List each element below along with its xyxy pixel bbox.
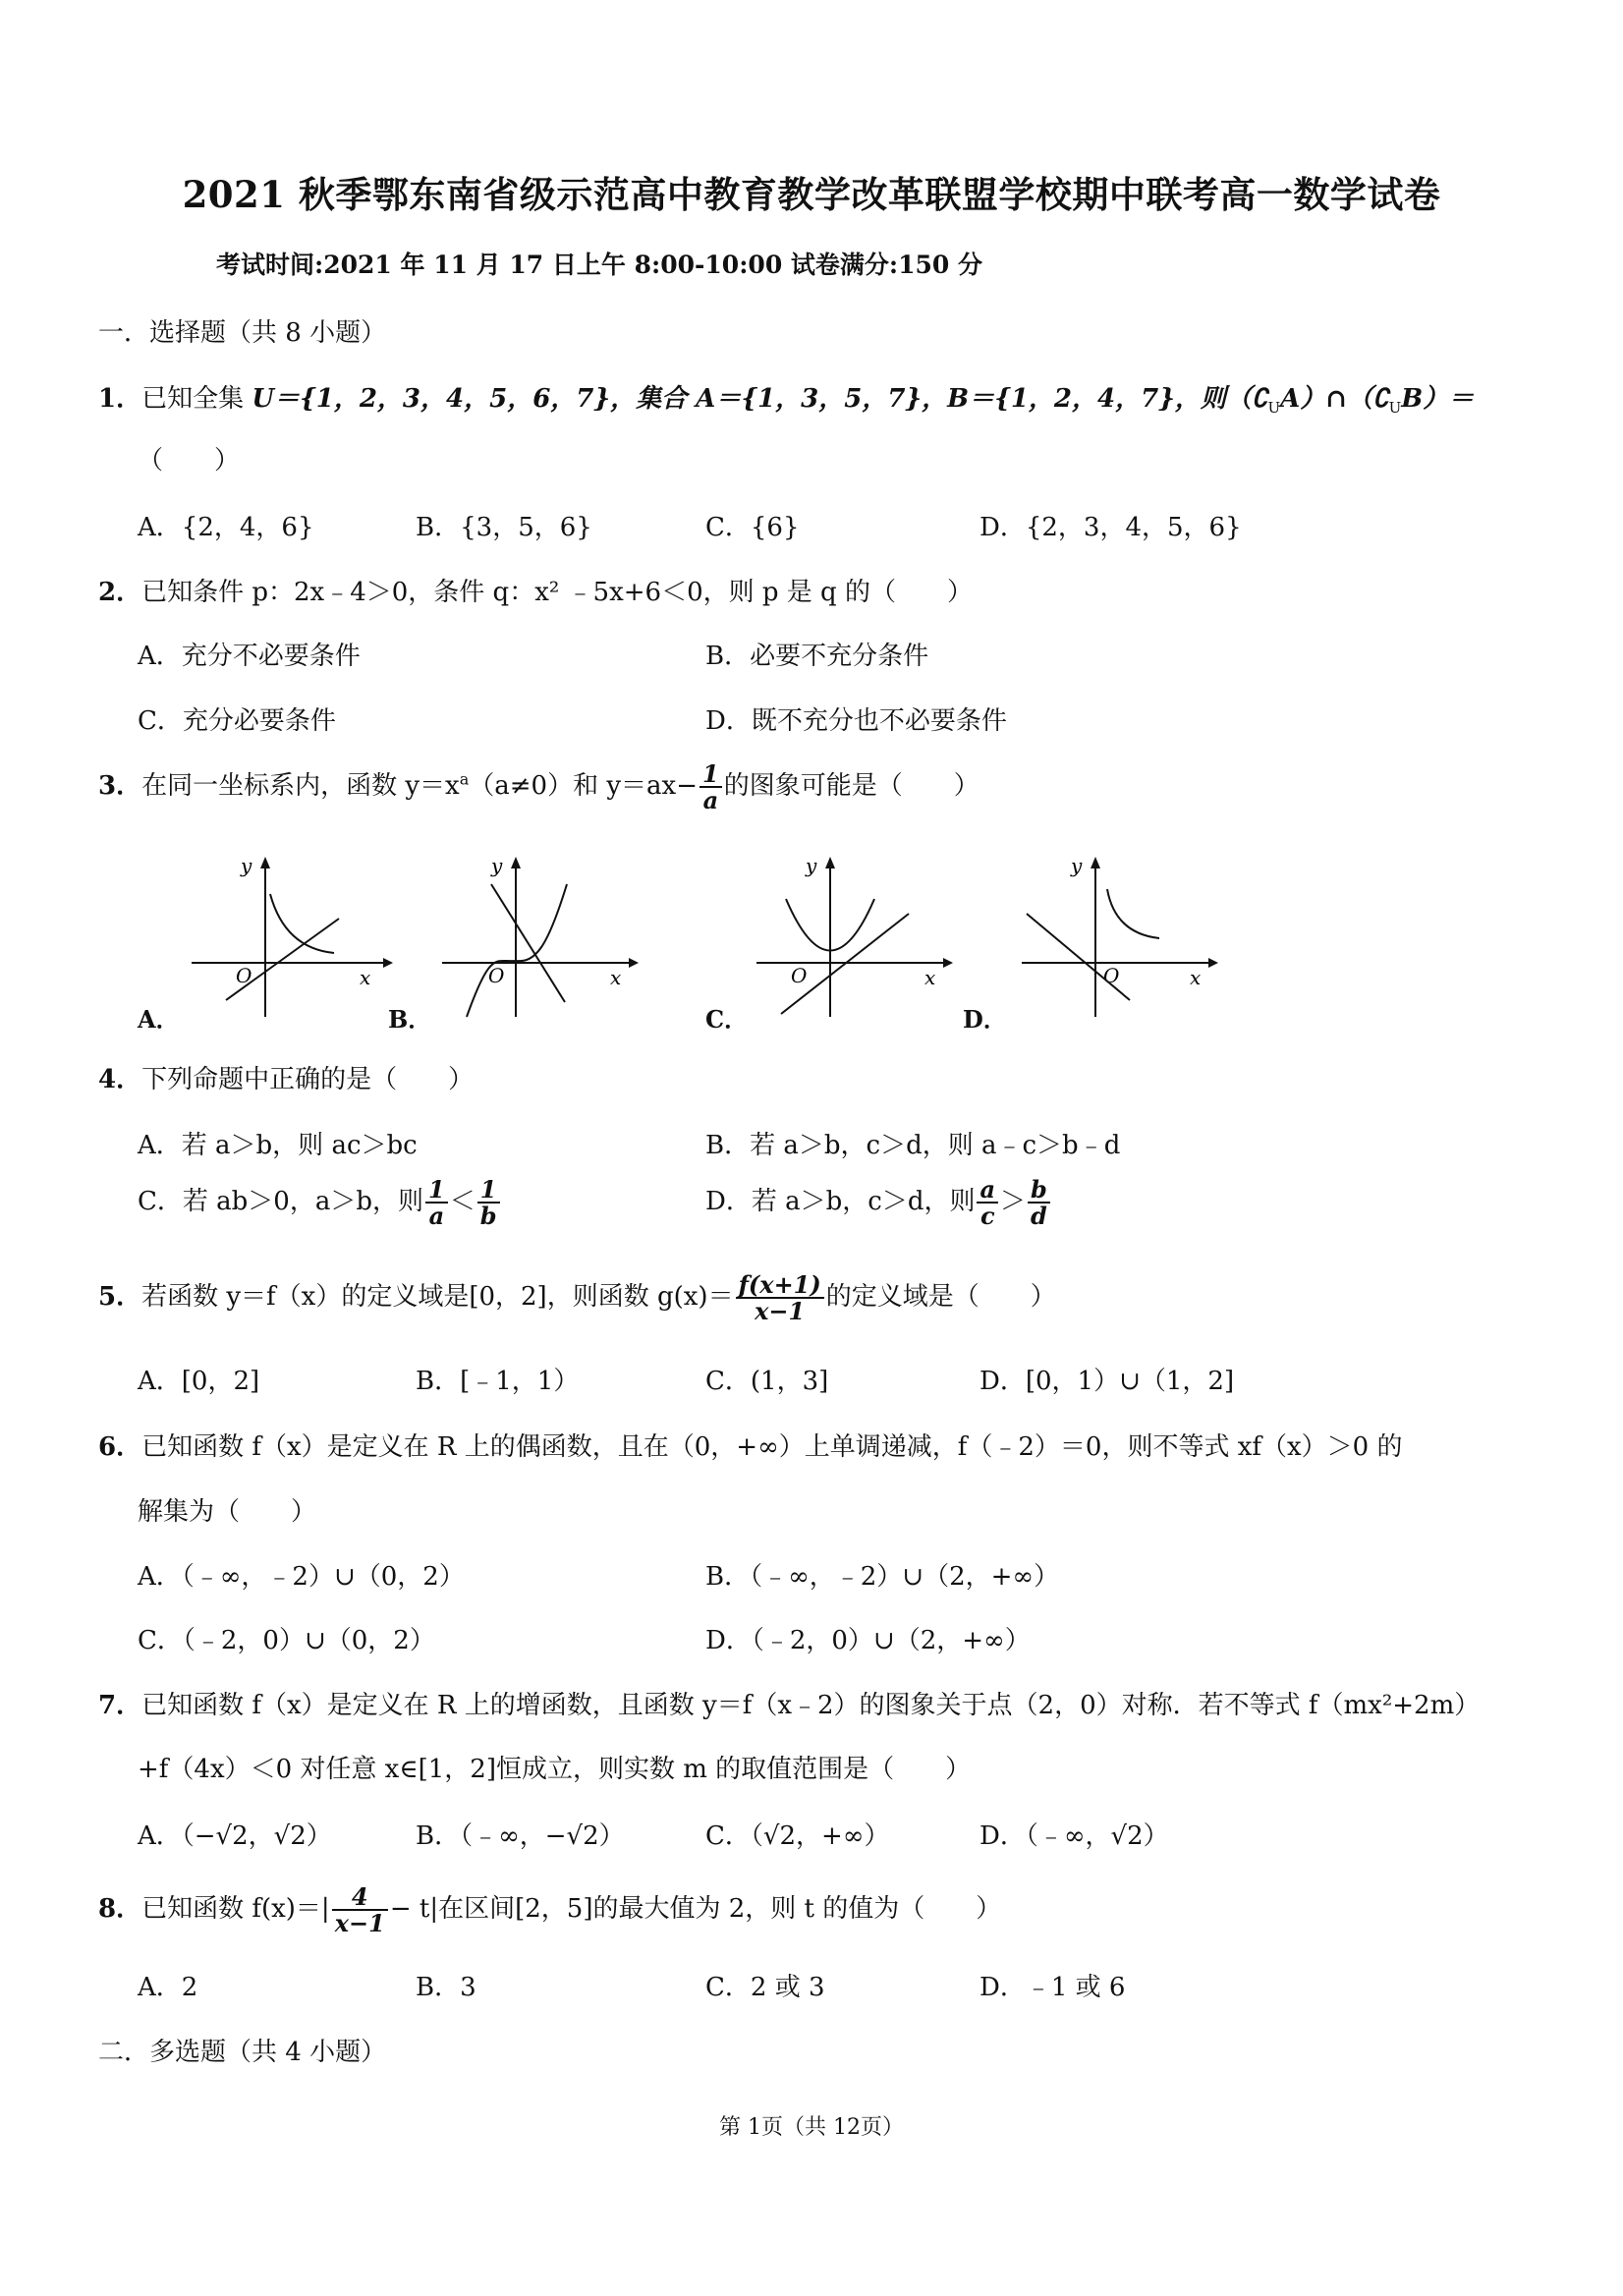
fraction-denominator: d: [1031, 1202, 1047, 1231]
option-d: D．（﹣∞，√2）: [979, 1821, 1169, 1851]
axis-x-label: x: [610, 966, 622, 989]
option-a: A．（﹣∞，﹣2）∪（0，2）: [138, 1562, 465, 1592]
power-curve: [1107, 889, 1159, 938]
option-text: ＞: [1000, 1187, 1027, 1217]
option-a: A．{2，4，6}: [138, 513, 314, 542]
option-c: C．2 或 3: [705, 1973, 825, 2002]
axis-x-label: x: [924, 966, 936, 989]
question-text: a: [459, 769, 470, 789]
question-1: [98, 378, 1474, 417]
option-a: A．若 a＞b，则 ac＞bc: [138, 1131, 418, 1160]
question-text: 已知函数 f（x）是定义在 R 上的偶函数，且在（0，+∞）上单调递减，f（﹣2）＝0，则不等式 xf（x）＞0 的: [141, 1432, 1403, 1462]
option-b: B．{3，5，6}: [416, 513, 592, 542]
option-b: B．必要不充分条件: [705, 642, 929, 671]
fraction-denominator: x−1: [334, 1909, 385, 1938]
fraction-denominator: c: [979, 1202, 995, 1231]
question-text: 下列命题中正确的是（ ）: [141, 1065, 475, 1094]
axis-x-label: x: [1190, 966, 1202, 989]
question-text: 若函数 y＝f（x）的定义域是[0，2]，则函数 g(x)＝: [141, 1282, 734, 1313]
question-2: [98, 572, 973, 608]
option-d: D．（﹣2，0）∪（2，+∞）: [705, 1626, 1031, 1655]
fraction-numerator: 1: [425, 1177, 448, 1204]
option-d: [705, 1175, 1052, 1231]
fraction-denominator: b: [479, 1202, 497, 1231]
fraction: [736, 1270, 824, 1326]
page-footer: 第 1页（共 12页）: [719, 2115, 904, 2140]
question-number: 7．: [98, 1691, 142, 1720]
line-graph: [226, 919, 339, 1000]
option-c: C．(1，3]: [705, 1367, 829, 1396]
option-a: A．[0，2]: [138, 1367, 260, 1396]
option-text: ＜: [449, 1187, 476, 1217]
fraction: [977, 1175, 998, 1231]
graph-label-b: B．: [388, 1005, 432, 1034]
question-text: 已知函数 f（x）是定义在 R 上的增函数，且函数 y＝f（x﹣2）的图象关于点（2，0）对称．若不等式 f（mx²+2m）: [141, 1691, 1481, 1720]
fraction: [425, 1175, 448, 1231]
option-text: D．若 a＞b，c＞d，则: [705, 1187, 976, 1217]
question-number: 4．: [98, 1065, 142, 1094]
option-text: C．若 ab＞0，a＞b，则: [138, 1187, 423, 1217]
axis-y-label: y: [1071, 855, 1083, 877]
origin-label: O: [488, 964, 505, 987]
question-number: 1．: [98, 384, 142, 414]
axis-y-label: y: [806, 855, 817, 877]
fraction: [1028, 1175, 1050, 1231]
fraction: [477, 1175, 500, 1231]
graph-b: [437, 855, 644, 1027]
fraction-numerator: b: [1028, 1177, 1050, 1204]
line-graph: [1027, 914, 1130, 1000]
option-d: D．﹣1 或 6: [979, 1973, 1126, 2002]
question-number: 5．: [98, 1282, 142, 1313]
fraction-numerator: a: [977, 1177, 998, 1204]
question-text: A）∩（∁: [1280, 384, 1389, 414]
option-b: B．[﹣1，1）: [416, 1367, 580, 1396]
question-7: [98, 1685, 1480, 1721]
question-number: 8．: [98, 1894, 142, 1925]
axis-x-label: x: [360, 966, 371, 989]
question-text: 的图象可能是（ ）: [723, 771, 979, 802]
graph-label-c: C．: [705, 1005, 749, 1034]
option-c: C．（√2，+∞）: [705, 1821, 890, 1851]
graph-d: [1017, 855, 1223, 1027]
fraction-numerator: f(x+1): [736, 1272, 824, 1299]
option-a: A．2: [138, 1973, 198, 2002]
question-text-continued: +f（4x）＜0 对任意 x∈[1，2]恒成立，则实数 m 的取值范围是（ ）: [138, 1755, 972, 1784]
fraction-numerator: 1: [477, 1177, 500, 1204]
question-text: U＝{1，2，3，4，5，6，7}，集合 A＝{1，3，5，7}，B＝{1，2，4，7}，则（∁: [252, 384, 1268, 414]
answer-paren: （ ）: [138, 446, 241, 476]
option-a: A．（−√2，√2）: [138, 1821, 332, 1851]
fraction-numerator: 4: [332, 1884, 388, 1911]
option-c: C．（﹣2，0）∪（0，2）: [138, 1626, 435, 1655]
option-d: D．{2，3，4，5，6}: [979, 513, 1242, 542]
question-text: （a≠0）和 y＝ax−: [469, 771, 698, 802]
fraction-denominator: a: [428, 1202, 445, 1231]
page-title: 2021 秋季鄂东南省级示范高中教育教学改革联盟学校期中联考高一数学试卷: [182, 173, 1441, 216]
origin-label: O: [791, 964, 808, 987]
origin-label: O: [236, 964, 252, 987]
exam-info: 考试时间:2021 年 11 月 17 日上午 8:00-10:00 试卷满分:150 分: [216, 251, 983, 279]
option-b: B．（﹣∞，﹣2）∪（2，+∞）: [705, 1562, 1060, 1592]
section-heading-choice: 一．选择题（共 8 小题）: [98, 318, 387, 348]
option-c: C．{6}: [705, 513, 800, 542]
fraction-numerator: 1: [700, 761, 722, 788]
option-d: D．[0，1）∪（1，2]: [979, 1367, 1235, 1396]
option-b: B．3: [416, 1973, 476, 2002]
question-text: B）＝: [1401, 384, 1475, 414]
graph-a: [187, 855, 393, 1027]
section-heading-multi: 二．多选题（共 4 小题）: [98, 2038, 387, 2067]
option-d: D．既不充分也不必要条件: [705, 706, 1007, 736]
question-number: 6．: [98, 1432, 142, 1462]
axis-y-label: y: [491, 855, 503, 877]
fraction: [332, 1882, 388, 1938]
question-text: U: [1388, 399, 1402, 418]
question-text: 已知全集: [141, 384, 252, 414]
option-c: C．充分必要条件: [138, 706, 336, 736]
question-3: [98, 759, 979, 815]
question-4: [98, 1059, 474, 1095]
question-number: 2．: [98, 578, 142, 607]
question-text-continued: 解集为（ ）: [138, 1497, 317, 1527]
fraction-denominator: x−1: [755, 1297, 806, 1326]
origin-label: O: [1103, 964, 1120, 987]
question-5: [98, 1270, 1056, 1326]
option-a: A．充分不必要条件: [138, 642, 361, 671]
question-text: − t|在区间[2，5]的最大值为 2，则 t 的值为（ ）: [389, 1894, 1002, 1925]
graph-c: [752, 855, 958, 1027]
question-text: 已知函数 f(x)＝|: [141, 1894, 330, 1925]
question-8: [98, 1882, 1002, 1938]
question-text: 在同一坐标系内，函数 y＝x: [141, 771, 460, 802]
option-b: B．（﹣∞，−√2）: [416, 1821, 625, 1851]
question-text: U: [1267, 399, 1281, 418]
question-text: 的定义域是（ ）: [825, 1282, 1056, 1313]
question-number: 3．: [98, 771, 142, 802]
option-c: [138, 1175, 502, 1231]
fraction: [700, 759, 722, 815]
graph-label-d: D．: [963, 1005, 1007, 1034]
question-6: [98, 1427, 1402, 1463]
graph-label-a: A．: [138, 1005, 180, 1034]
axis-y-label: y: [241, 855, 252, 877]
option-b: B．若 a＞b，c＞d，则 a﹣c＞b﹣d: [705, 1131, 1121, 1160]
fraction-denominator: a: [702, 786, 719, 815]
question-text: 已知条件 p：2x﹣4＞0，条件 q：x² ﹣5x+6＜0，则 p 是 q 的（ ）: [141, 578, 973, 607]
